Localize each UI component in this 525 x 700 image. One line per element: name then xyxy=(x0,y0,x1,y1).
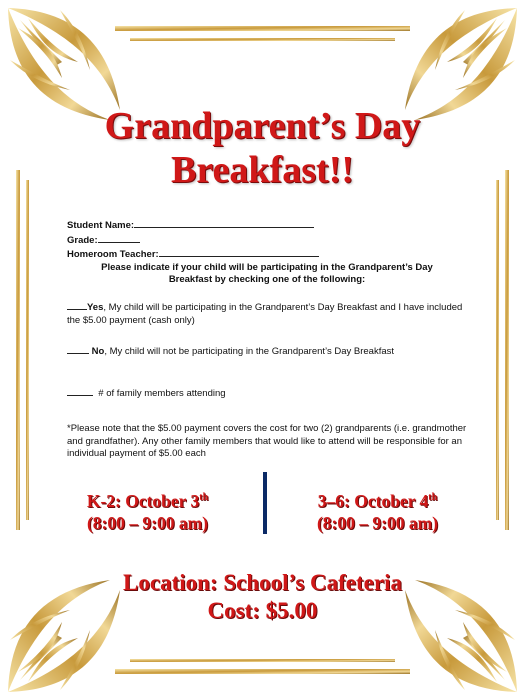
yes-option xyxy=(67,300,467,327)
grades36-date: 3–6: October 4 xyxy=(317,490,429,511)
instructions-text: Please indicate if your child will be participating in the Grandparent’s Day Breakfast by checking one of the following: xyxy=(101,261,433,285)
cost-line: Cost: $5.00 xyxy=(207,598,318,623)
no-label: No xyxy=(91,346,105,357)
no-text: , My child will not be participating in the Grandparent’s Day Breakfast xyxy=(104,346,395,357)
grades36-date-suffix: th xyxy=(428,492,438,503)
homeroom-line[interactable] xyxy=(159,247,319,257)
student-name-line[interactable] xyxy=(134,218,314,228)
grade-label: Grade: xyxy=(67,234,98,246)
no-option xyxy=(67,344,467,359)
yes-checkbox-line[interactable] xyxy=(67,300,87,310)
k2-date-block xyxy=(55,487,240,534)
payment-note: *Please note that the $5.00 payment covers the cost for two (2) grandparents (i.e. grandmother and grandfather). Any other family members that would like to attend will be responsible for an individual payment of $5.00 each xyxy=(67,423,467,459)
title-line-2: Breakfast!! xyxy=(171,149,354,191)
family-members-row xyxy=(67,386,467,401)
family-text: # of family members attending xyxy=(98,388,226,399)
grade-line[interactable] xyxy=(98,233,140,243)
date-divider xyxy=(263,472,267,534)
no-checkbox-line[interactable] xyxy=(67,344,89,354)
student-info-block xyxy=(67,218,467,287)
yes-text: , My child will be participating in the Grandparent’s Day Breakfast and I have included the $5.00 payment (cash only) xyxy=(67,302,463,326)
grades36-time: (8:00 – 9:00 am) xyxy=(316,512,438,533)
k2-date-suffix: th xyxy=(199,492,209,503)
yes-label: Yes xyxy=(87,302,104,313)
k2-time: (8:00 – 9:00 am) xyxy=(86,512,208,533)
student-name-label: Student Name: xyxy=(67,220,135,231)
k2-date: K-2: October 3 xyxy=(86,490,200,511)
grades36-date-block xyxy=(285,487,470,534)
family-count-line[interactable] xyxy=(67,386,93,396)
homeroom-label: Homeroom Teacher: xyxy=(67,249,159,260)
location-line: Location: School’s Cafeteria xyxy=(123,570,402,595)
title-line-1: Grandparent’s Day xyxy=(104,105,421,147)
